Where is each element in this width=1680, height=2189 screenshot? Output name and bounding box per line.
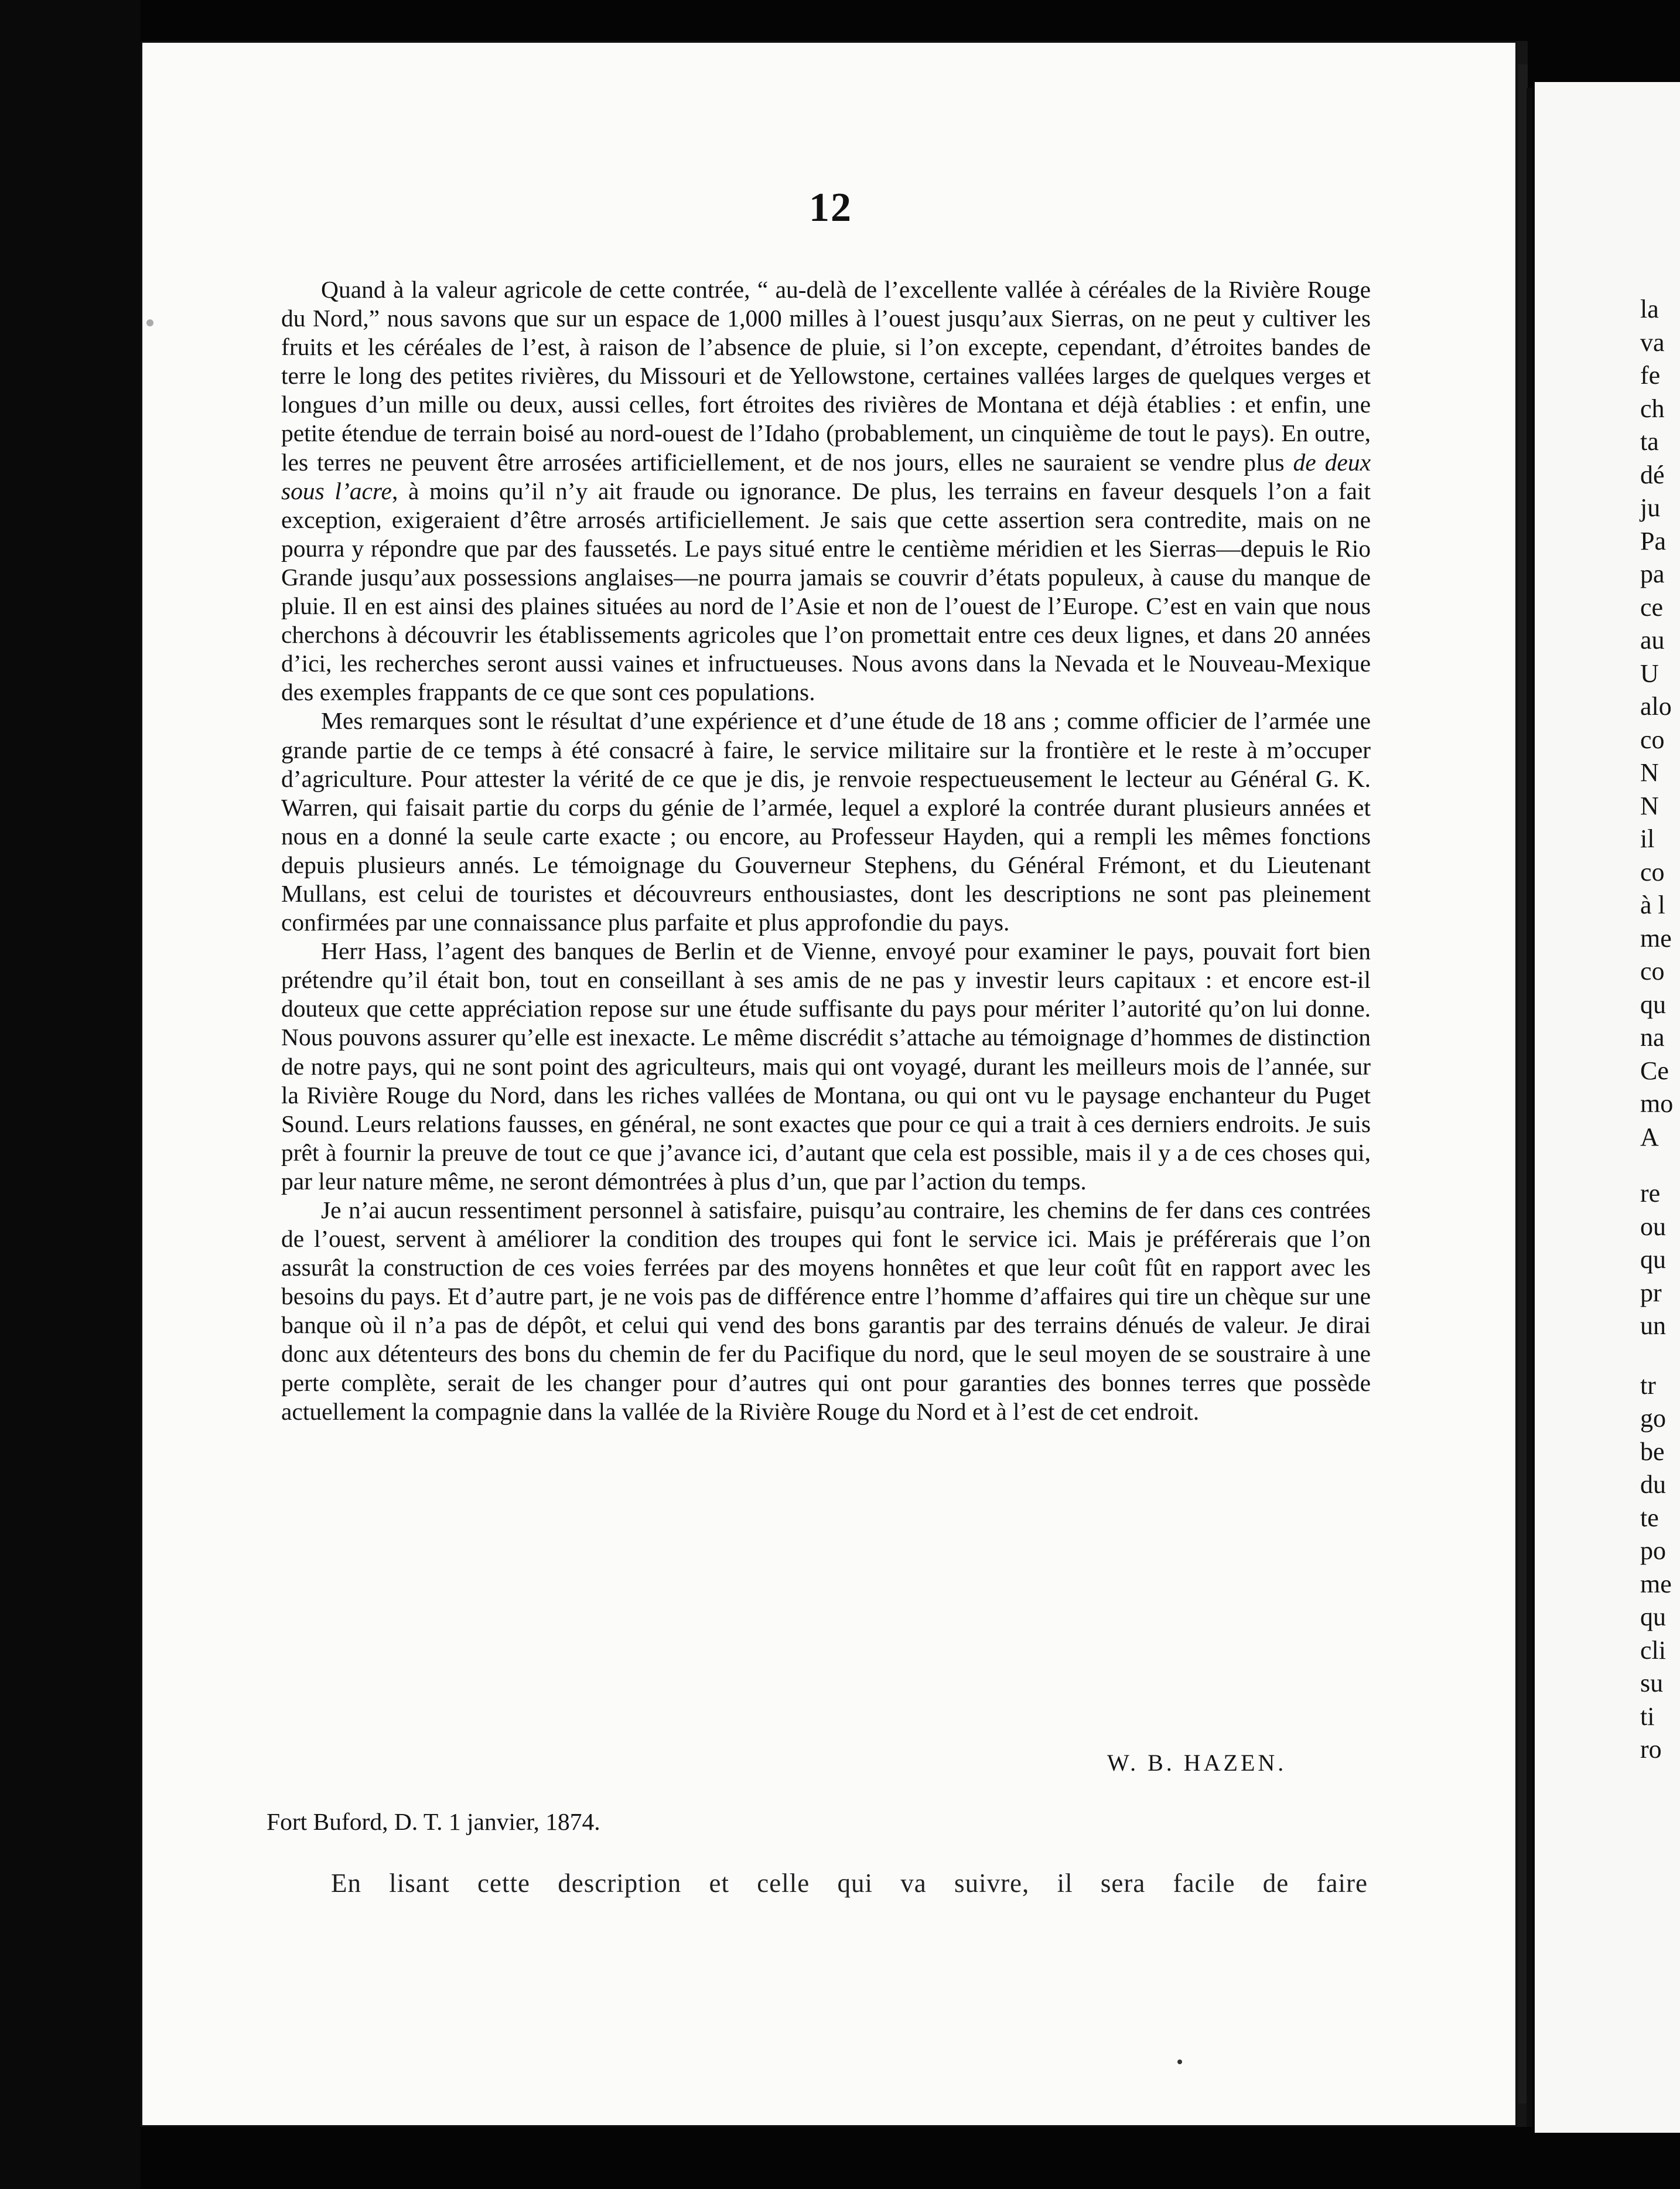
facing-page-text: [1640, 293, 1673, 1767]
facing-page-fragment: qu: [1640, 1602, 1666, 1631]
fragment-gap: [1640, 1154, 1673, 1177]
facing-page-fragment: va: [1640, 328, 1665, 357]
facing-page-fragment: du: [1640, 1470, 1666, 1499]
facing-page-fragment: mo: [1640, 1089, 1674, 1118]
facing-page-fragment: à l: [1640, 891, 1665, 919]
facing-page-fragment: U: [1640, 659, 1659, 688]
facing-page-fragment: pa: [1640, 560, 1665, 588]
facing-page-fragment: Ce: [1640, 1056, 1669, 1085]
facing-page-fragment: me: [1640, 923, 1672, 953]
facing-page-fragment: Pa: [1640, 526, 1666, 555]
facing-page-fragment: alo: [1640, 692, 1672, 721]
facing-page-fragment: me: [1640, 1569, 1672, 1598]
facing-page-fragment: be: [1640, 1437, 1665, 1466]
author-signature: W. B. HAZEN.: [1107, 1750, 1287, 1776]
paragraph-2: Mes remarques sont le résultat d’une expérience et d’une étude de 18 ans ; comme officier de l’armée une grande partie de ce temps à été consacré à faire, le service militaire sur la frontière et le reste à m’occuper d’agriculture. Pour attester la vérité de ce que je dis, je renvoie respectueusement le lecteur au Général G. K. Warren, qui faisait partie du corps du génie de l’armée, lequel a exploré la contrée durant plusieurs années et nous en a donné la seule carte exacte ; ou encore, au Professeur Hayden, qui a rempli les mêmes fonctions depuis plusieurs annés. Le témoignage du Gouverneur Stephens, du Général Frémont, et du Lieutenant Mullans, est celui de touristes et découvreurs enthousiastes, dont les descriptions ne sont pas pleinement confirmées par une connaissance plus parfaite et plus approfondie du pays.: [281, 707, 1371, 936]
facing-page-fragment: ch: [1640, 394, 1665, 423]
paragraph-1-text: Quand à la valeur agricole de cette contrée, “ au-delà de l’excellente vallée à céréales de la Rivière Rouge du Nord,” nous savons que sur un espace de 1,000 milles à l’ouest jusqu’aux Sierras, on ne peut y cultiver les fruits et les céréales de l’est, à raison de l’absence de pluie, si l’on excepte, cependant, d’étroites bandes de terre le long des petites rivières, du Missouri et de Yellowstone, certaines vallées larges de quelques verges et longues d’un mille ou deux, aussi celles, fort étroites des rivières de Montana et déjà établies : et enfin, une petite étendue de terrain boisé au nord-ouest de l’Idaho (probablement, un cinquième de tout le pays). En outre, les terres ne peuvent être arrosées artificiellement, et de nos jours, elles ne sauraient se vendre plus: [281, 276, 1371, 476]
book-gutter: [1527, 88, 1532, 2127]
scan-border: [0, 0, 141, 2189]
facing-page-fragment: il: [1640, 824, 1655, 853]
facing-page-fragment: ju: [1640, 493, 1661, 522]
facing-page-fragment: cli: [1640, 1635, 1666, 1665]
facing-page-fragment: la: [1640, 295, 1659, 323]
facing-page-fragment: N: [1640, 758, 1659, 787]
fragment-gap: [1640, 1343, 1673, 1369]
facing-page-fragment: co: [1640, 957, 1665, 986]
facing-page-fragment: ro: [1640, 1735, 1662, 1764]
facing-page-fragment: pr: [1640, 1278, 1662, 1307]
facing-page-fragment: re: [1640, 1179, 1661, 1208]
facing-page-fragment: N: [1640, 791, 1659, 820]
facing-page-fragment: na: [1640, 1023, 1665, 1052]
italic-phrase: de deux sous l’acre: [281, 448, 1371, 504]
facing-page-fragment: co: [1640, 857, 1665, 886]
facing-page-fragment: go: [1640, 1404, 1666, 1433]
facing-page-fragment: po: [1640, 1536, 1666, 1565]
facing-page-fragment: ce: [1640, 592, 1664, 622]
scan-mark: [146, 319, 153, 326]
paragraph-3: Herr Hass, l’agent des banques de Berlin et de Vienne, envoyé pour examiner le pays, pouvait fort bien prétendre qu’il était bon, tout en conseillant à ses amis de ne pas y investir leurs capitaux : et encore est-il douteux que cette appréciation repose sur une étude suffisante du pays pour mériter l’autorité qu’on lui donne. Nous pouvons assurer qu’elle est inexacte. Le même discrédit s’attache au témoignage d’hommes de distinction de notre pays, qui ne sont point des agriculteurs, mais qui ont voyagé, durant les meilleurs mois de l’année, sur la Rivière Rouge du Nord, dans les riches vallées de Montana, ou qui ont vu le paysage enchanteur du Puget Sound. Leurs relations fausses, en général, ne sont exactes que pour ce qui a trait à ces derniers endroits. Je suis prêt à fournir la preuve de tout ce que j’avance ici, d’autant que cela est possible, mais il y a de ces choses qui, par leur nature même, ne seront démontrées à plus d’un, que par l’action du temps.: [281, 937, 1371, 1195]
paragraph-1-continued: , à moins qu’il n’y ait fraude ou ignorance. De plus, les terrains en faveur desquels l’on a fait exception, exigeraient d’être arrosés artificiellement. Je sais que cette assertion sera contredite, mais on ne pourra y répondre que par des faussetés. Le pays situé entre le centième méridien et les Sierras—depuis le Rio Grande jusqu’aux possessions anglaises—ne pourra jamais se couvrir d’états populeux, à cause du manque de pluie. Il en est ainsi des plaines situées au nord de l’Asie et non de l’ouest de l’Europe. C’est en vain que nous cherchons à découvrir les établissements agricoles que l’on promettait entre ces deux lignes, et dans 20 années d’ici, les recherches seront aussi vaines et infructueuses. Nous avons dans la Nevada et le Nouveau-Mexique des exemples frappants de ce que sont ces populations.: [281, 477, 1371, 706]
facing-page-fragment: qu: [1640, 990, 1666, 1019]
page-number: 12: [809, 185, 852, 230]
facing-page-fragment: ti: [1640, 1702, 1655, 1731]
facing-page-fragment: au: [1640, 626, 1665, 654]
paragraph-4: Je n’ai aucun ressentiment personnel à satisfaire, puisqu’au contraire, les chemins de fer dans ces contrées de l’ouest, servent à améliorer la condition des troupes qui font le service ici. Mais je préférerais que l’on assurât la construction de ces voies ferrées par des moyens honnêtes et que leur coût fût en rapport avec les besoins du pays. Et d’autre part, je ne vois pas de différence entre l’homme d’affaires qui tire un chèque sur une banque où il n’a pas de dépôt, et celui qui vend des bons garantis par des terrains dénués de valeur. Je dirai donc aux détenteurs des bons du chemin de fer du Pacifique du nord, que le seul moyen de se soustraire à une perte complète, serait de les changer pour d’autres qui ont pour garanties des bonnes terres que possède actuellement la compagnie dans la vallée de la Rivière Rouge du Nord et à l’est de cet endroit.: [281, 1196, 1371, 1425]
page-speck: [1177, 2060, 1182, 2064]
facing-page-fragment: su: [1640, 1669, 1664, 1697]
facing-page-fragment: un: [1640, 1311, 1666, 1340]
facing-page-fragment: ta: [1640, 427, 1659, 456]
facing-page-fragment: dé: [1640, 460, 1665, 489]
facing-page-fragment: ou: [1640, 1212, 1666, 1241]
facing-page-fragment: A: [1640, 1122, 1659, 1151]
facing-page-fragment: te: [1640, 1503, 1659, 1532]
continuation-line: En lisant cette description et celle qui va suivre, il sera facile de faire: [331, 1869, 1368, 1898]
dateline: Fort Buford, D. T. 1 janvier, 1874.: [267, 1808, 600, 1835]
facing-page-fragment: fe: [1640, 361, 1661, 390]
facing-page-fragment: tr: [1640, 1370, 1656, 1400]
facing-page-fragment: co: [1640, 725, 1665, 754]
facing-page-fragment: qu: [1640, 1245, 1666, 1274]
paragraph-1: [281, 275, 1371, 707]
document-body: [281, 275, 1371, 1426]
